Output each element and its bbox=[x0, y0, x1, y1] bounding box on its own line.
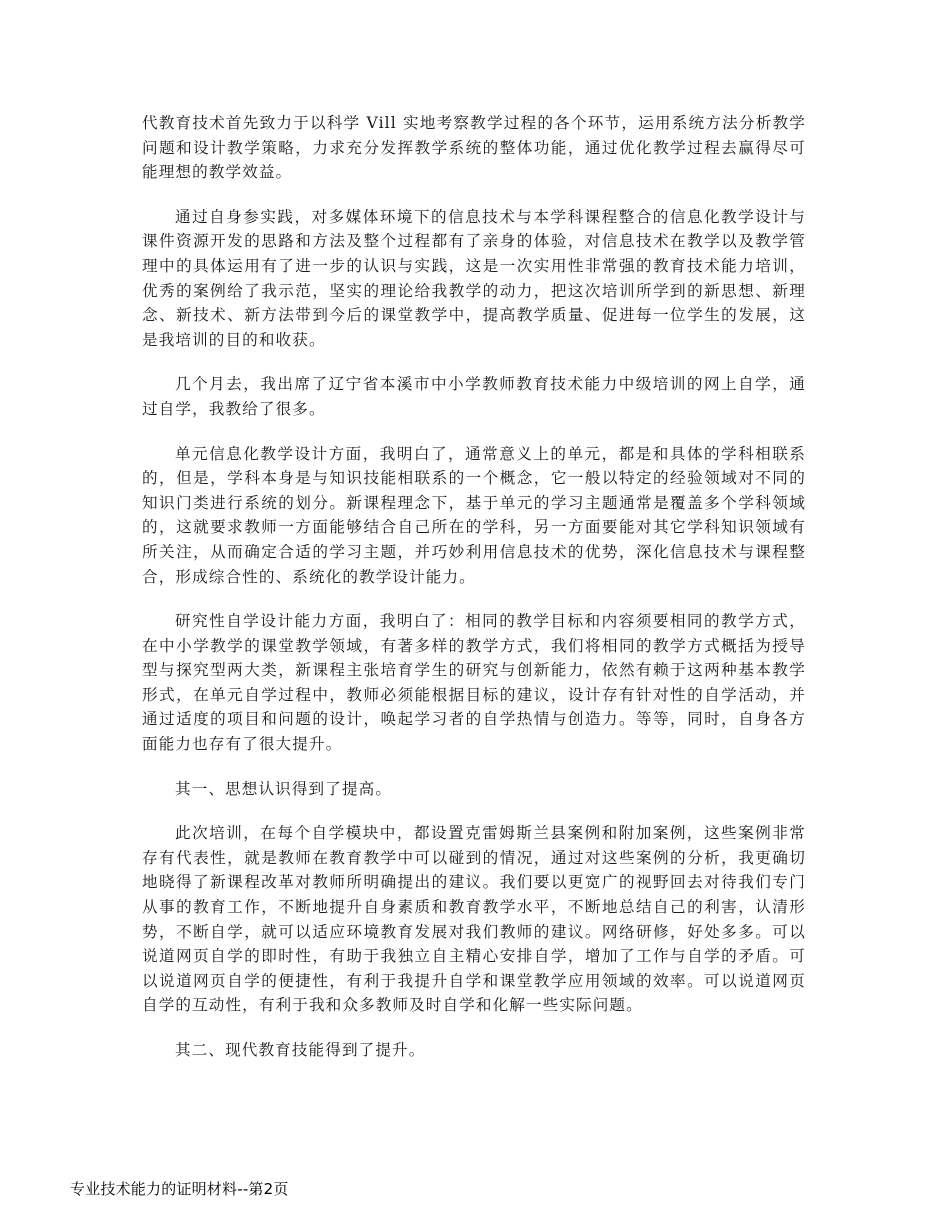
section-heading-paragraph: 其一、思想认识得到了提高。 bbox=[175, 779, 393, 798]
paragraph: 几个月去，我出席了辽宁省本溪市中小学教师教育技术能力中级培训的网上自学，通过自学，我教给了很多。 bbox=[142, 375, 806, 418]
paragraph: 此次培训，在每个自学模块中，都设置克雷姆斯兰县案例和附加案例，这些案例非常存有代表性，就是教师在教育教学中可以碰到的情况，通过对这些案例的分析，我更确切地晓得了新课程改革对教师所明确提出的建议。我们要以更宽广的视野回去对待我们专门从事的教育工作，不断地提升自身素质和教育教学水平，不断地总结自己的利害，认清形势，不断自学，就可以适应环境教育发展对我们教师的建议。网络研修，好处多多。可以说道网页自学的即时性，有助于我独立自主精心安排自学，增加了工作与自学的矛盾。可以说道网页自学的便捷性，有利于我提升自学和课堂教学应用领域的效率。可以说道网页自学的互动性，有利于我和众多教师及时自学和化解一些实际问题。 bbox=[142, 824, 806, 1015]
document-body bbox=[142, 111, 806, 1083]
paragraph: 单元信息化教学设计方面，我明白了，通常意义上的单元，都是和具体的学科相联系的，但是，学科本身是与知识技能相联系的一个概念，它一般以特定的经验领域对不同的知识门类进行系统的划分。新课程理念下，基于单元的学习主题通常是覆盖多个学科领域的，这就要求教师一方面能够结合自己所在的学科，另一方面要能对其它学科知识领域有所关注，从而确定合适的学习主题，并巧妙利用信息技术的优势，深化信息技术与课程整合，形成综合性的、系统化的教学设计能力。 bbox=[142, 444, 806, 586]
paragraph: 代教育技术首先致力于以科学 Vill 实地考察教学过程的各个环节，运用系统方法分析教学问题和设计教学策略，力求充分发挥教学系统的整体功能，通过优化教学过程去赢得尽可能理想的教学效益。 bbox=[142, 114, 806, 182]
paragraph: 通过自身参实践，对多媒体环境下的信息技术与本学科课程整合的信息化教学设计与课件资源开发的思路和方法及整个过程都有了亲身的体验，对信息技术在教学以及教学管理中的具体运用有了进一步的认识与实践，这是一次实用性非常强的教育技术能力培训，优秀的案例给了我示范，坚实的理论给我教学的动力，把这次培训所学到的新思想、新理念、新技术、新方法带到今后的课堂教学中，提高教学质量、促进每一位学生的发展，这是我培训的目的和收获。 bbox=[142, 207, 806, 349]
page-footer: 专业技术能力的证明材料--第2页 bbox=[70, 1180, 289, 1198]
section-heading-paragraph: 其二、现代教育技能得到了提升。 bbox=[175, 1041, 426, 1059]
paragraph: 研究性自学设计能力方面，我明白了：相同的教学目标和内容须要相同的教学方式，在中小学教学的课堂教学领域，有著多样的教学方式，我们将相同的教学方式概括为授导型与探究型两大类，新课程主张培育学生的研究与创新能力，依然有赖于这两种基本教学形式，在单元自学过程中，教师必须能根据目标的建议，设计存有针对性的自学活动，并通过适度的项目和问题的设计，唤起学习者的自学热情与创造力。等等，同时，自身各方面能力也存有了很大提升。 bbox=[142, 612, 806, 754]
